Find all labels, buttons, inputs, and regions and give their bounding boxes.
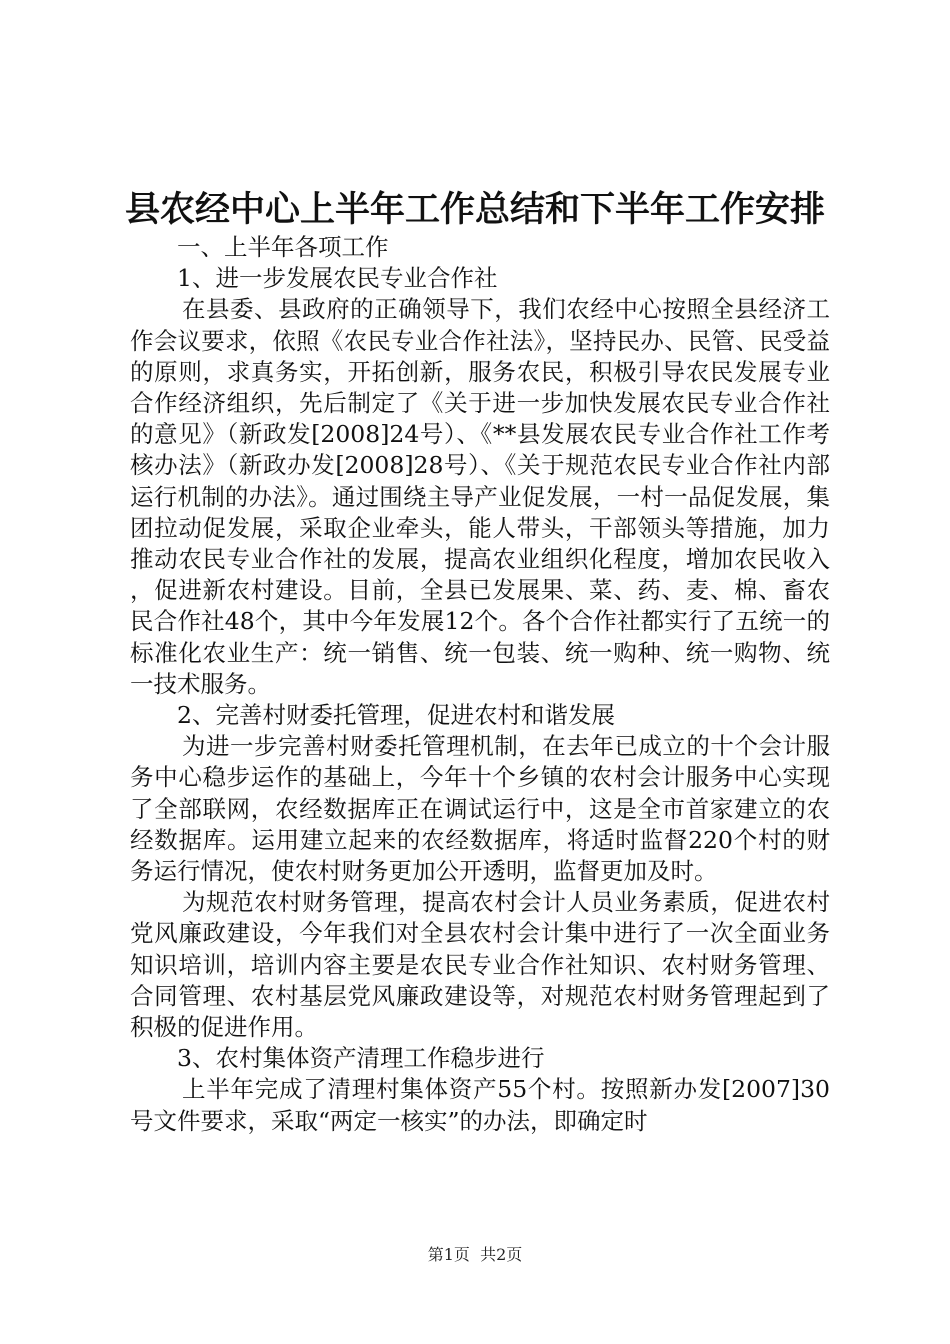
paragraph-village-finance: 为进一步完善村财委托管理机制，在去年已成立的十个会计服务中心稳步运作的基础上，今年十个乡镇的农村会计服务中心实现了全部联网，农经数据库正在调试运行中，这是全市首家建立的农经数据库。运用建立起来的农经数据库，将适时监督220个村的财务运行情况，使农村财务更加公开透明，监督更加及时。 — [130, 732, 830, 886]
paragraph-cooperatives: 在县委、县政府的正确领导下，我们农经中心按照全县经济工作会议要求，依照《农民专业合作社法》，坚持民办、民管、民受益的原则，求真务实，开拓创新，服务农民，积极引导农民发展专业合作经济组织，先后制定了《关于进一步加快发展农民专业合作社的意见》（新政发[2008]24号）、《**县发展农民专业合作社工作考核办法》（新政办发[2008]28号）、《关于规范农民专业合作社内部运行机制的办法》。通过围绕主导产业促发展，一村一品促发展，集团拉动促发展，采取企业牵头，能人带头，干部领头等措施，加力推动农民专业合作社的发展，提高农业组织化程度，增加农民收入，促进新农村建设。目前，全县已发展果、菜、药、麦、棉、畜农民合作社48个，其中今年发展12个。各个合作社都实行了五统一的标准化农业生产：统一销售、统一包装、统一购种、统一购物、统一技术服务。 — [130, 295, 830, 698]
paragraph-accountant-training: 为规范农村财务管理，提高农村会计人员业务素质，促进农村党风廉政建设，今年我们对全县农村会计集中进行了一次全面业务知识培训，培训内容主要是农民专业合作社知识、农村财务管理、合同管理、农村基层党风廉政建设等，对规范农村财务管理起到了积极的促进作用。 — [130, 888, 830, 1042]
page-number: 第1页 — [427, 1245, 470, 1264]
subsection-heading-3: 3、农村集体资产清理工作稳步进行 — [177, 1044, 545, 1073]
paragraph-collective-assets: 上半年完成了清理村集体资产55个村。按照新办发[2007]30号文件要求，采取“两定一核实”的办法，即确定时 — [130, 1075, 830, 1135]
document-title: 县农经中心上半年工作总结和下半年工作安排 — [124, 190, 825, 230]
document-body — [130, 232, 830, 1137]
page-footer — [0, 1244, 950, 1266]
page-total: 共2页 — [480, 1245, 523, 1264]
subsection-heading-1: 1、进一步发展农民专业合作社 — [177, 264, 498, 293]
subsection-heading-2: 2、完善村财委托管理，促进农村和谐发展 — [177, 701, 615, 730]
section-heading-1: 一、上半年各项工作 — [177, 233, 389, 261]
